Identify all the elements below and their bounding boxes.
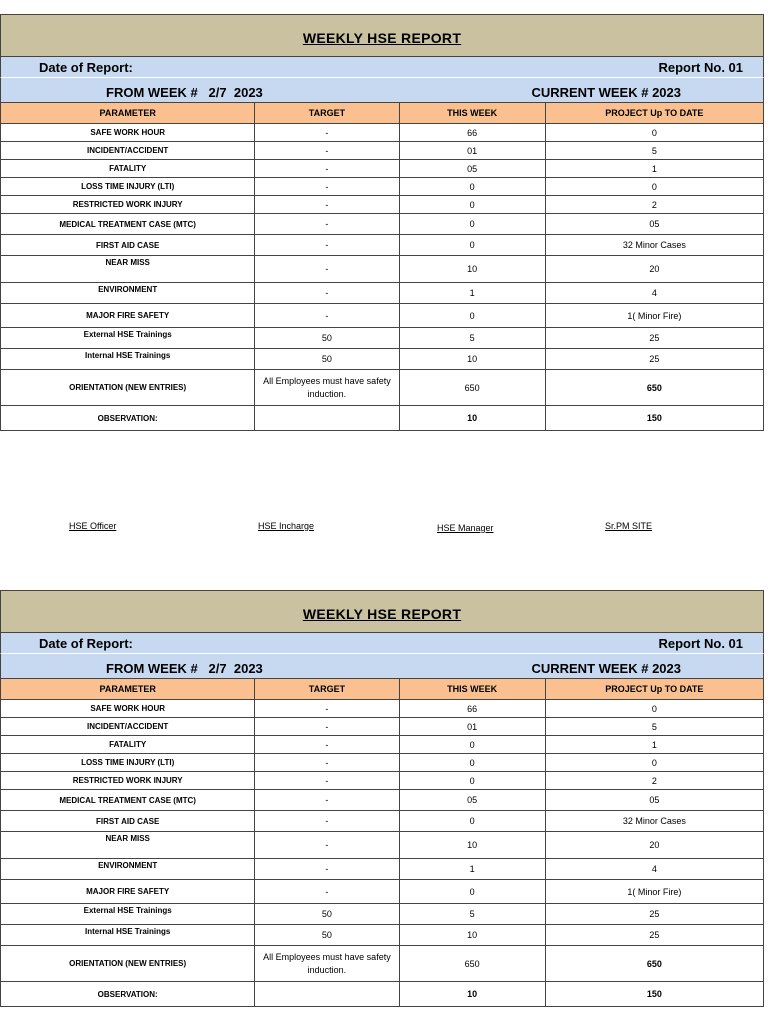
table-row [1, 736, 764, 754]
target-cell: - [255, 790, 399, 811]
table-header-row [1, 103, 764, 124]
table-row [1, 406, 764, 431]
target-cell: - [255, 178, 399, 196]
target-cell: - [255, 235, 399, 256]
hse-table [0, 678, 764, 1007]
parameter-cell: FATALITY [1, 160, 255, 178]
to-date-cell: 05 [545, 214, 763, 235]
to-date-cell: 0 [545, 754, 763, 772]
table-row [1, 142, 764, 160]
current-week: CURRENT WEEK # 2023 [531, 84, 681, 100]
this-week-cell: 05 [399, 160, 545, 178]
report-title: WEEKLY HSE REPORT [302, 30, 462, 46]
report-title-bar [0, 14, 764, 56]
parameter-cell: INCIDENT/ACCIDENT [1, 718, 255, 736]
table-row [1, 946, 764, 982]
header-project-to-date: PROJECT Up TO DATE [545, 679, 763, 700]
this-week-cell: 0 [399, 196, 545, 214]
header-this-week: THIS WEEK [399, 103, 545, 124]
table-row [1, 880, 764, 904]
table-row [1, 235, 764, 256]
target-cell: - [255, 736, 399, 754]
target-cell [255, 406, 399, 431]
header-parameter: PARAMETER [1, 679, 255, 700]
report-title: WEEKLY HSE REPORT [302, 606, 462, 622]
this-week-cell: 0 [399, 811, 545, 832]
to-date-cell: 2 [545, 772, 763, 790]
to-date-cell: 2 [545, 196, 763, 214]
target-cell: - [255, 160, 399, 178]
parameter-cell: RESTRICTED WORK INJURY [1, 196, 255, 214]
this-week-cell: 10 [399, 925, 545, 946]
signature-row [0, 521, 764, 535]
target-cell: - [255, 772, 399, 790]
this-week-cell: 0 [399, 772, 545, 790]
parameter-cell: RESTRICTED WORK INJURY [1, 772, 255, 790]
to-date-cell: 05 [545, 790, 763, 811]
header-project-to-date: PROJECT Up TO DATE [545, 103, 763, 124]
parameter-cell: MEDICAL TREATMENT CASE (MTC) [1, 214, 255, 235]
table-row [1, 124, 764, 142]
parameter-cell: MEDICAL TREATMENT CASE (MTC) [1, 790, 255, 811]
to-date-cell: 1( Minor Fire) [545, 304, 763, 328]
to-date-cell: 650 [545, 946, 763, 982]
target-cell: - [255, 754, 399, 772]
parameter-cell: FIRST AID CASE [1, 235, 255, 256]
table-row [1, 370, 764, 406]
to-date-cell: 4 [545, 859, 763, 880]
table-row [1, 754, 764, 772]
target-cell: All Employees must have safety induction. [255, 370, 399, 406]
target-cell: - [255, 718, 399, 736]
this-week-cell: 0 [399, 304, 545, 328]
signature-hse-incharge: HSE Incharge [258, 521, 315, 531]
parameter-cell: ENVIRONMENT [1, 859, 255, 880]
target-cell: - [255, 256, 399, 283]
target-cell: - [255, 124, 399, 142]
to-date-cell: 650 [545, 370, 763, 406]
target-cell: - [255, 880, 399, 904]
target-cell: 50 [255, 328, 399, 349]
to-date-cell: 25 [545, 904, 763, 925]
to-date-cell: 1( Minor Fire) [545, 880, 763, 904]
to-date-cell: 0 [545, 124, 763, 142]
target-cell: - [255, 142, 399, 160]
this-week-cell: 1 [399, 283, 545, 304]
date-band [0, 56, 764, 77]
to-date-cell: 150 [545, 406, 763, 431]
signature-sr-pm-site: Sr.PM SITE [605, 521, 653, 531]
target-cell: - [255, 196, 399, 214]
to-date-cell: 25 [545, 328, 763, 349]
date-label: Date of Report: [39, 635, 133, 651]
this-week-cell: 5 [399, 904, 545, 925]
this-week-cell: 10 [399, 832, 545, 859]
parameter-cell: ENVIRONMENT [1, 283, 255, 304]
parameter-cell: INCIDENT/ACCIDENT [1, 142, 255, 160]
header-parameter: PARAMETER [1, 103, 255, 124]
table-row [1, 304, 764, 328]
to-date-cell: 0 [545, 178, 763, 196]
table-row [1, 832, 764, 859]
parameter-cell: OBSERVATION: [1, 982, 255, 1007]
current-week: CURRENT WEEK # 2023 [531, 660, 681, 676]
parameter-cell: NEAR MISS [1, 256, 255, 283]
report-title-bar [0, 590, 764, 632]
parameter-cell: MAJOR FIRE SAFETY [1, 880, 255, 904]
this-week-cell: 5 [399, 328, 545, 349]
parameter-cell: MAJOR FIRE SAFETY [1, 304, 255, 328]
target-cell: - [255, 832, 399, 859]
report-block [0, 590, 764, 1007]
report-block [0, 14, 764, 431]
target-cell: All Employees must have safety induction. [255, 946, 399, 982]
target-cell: - [255, 283, 399, 304]
header-this-week: THIS WEEK [399, 679, 545, 700]
to-date-cell: 4 [545, 283, 763, 304]
this-week-cell: 650 [399, 370, 545, 406]
this-week-cell: 0 [399, 235, 545, 256]
to-date-cell: 1 [545, 736, 763, 754]
to-date-cell: 150 [545, 982, 763, 1007]
table-row [1, 925, 764, 946]
this-week-cell: 0 [399, 214, 545, 235]
parameter-cell: OBSERVATION: [1, 406, 255, 431]
table-row [1, 904, 764, 925]
table-row [1, 982, 764, 1007]
signature-hse-manager: HSE Manager [437, 523, 494, 533]
target-cell: - [255, 700, 399, 718]
table-row [1, 328, 764, 349]
parameter-cell: NEAR MISS [1, 832, 255, 859]
from-week: FROM WEEK # 2/7 2023 [106, 84, 263, 100]
table-row [1, 214, 764, 235]
target-cell: - [255, 811, 399, 832]
table-header-row [1, 679, 764, 700]
table-body [1, 124, 764, 431]
parameter-cell: Internal HSE Trainings [1, 349, 255, 370]
table-row [1, 256, 764, 283]
parameter-cell: LOSS TIME INJURY (LTI) [1, 178, 255, 196]
week-band [0, 77, 764, 102]
parameter-cell: External HSE Trainings [1, 904, 255, 925]
target-cell: 50 [255, 349, 399, 370]
this-week-cell: 05 [399, 790, 545, 811]
this-week-cell: 1 [399, 859, 545, 880]
target-cell: - [255, 304, 399, 328]
table-row [1, 718, 764, 736]
to-date-cell: 20 [545, 256, 763, 283]
parameter-cell: LOSS TIME INJURY (LTI) [1, 754, 255, 772]
this-week-cell: 10 [399, 349, 545, 370]
header-target: TARGET [255, 103, 399, 124]
table-row [1, 196, 764, 214]
this-week-cell: 650 [399, 946, 545, 982]
to-date-cell: 5 [545, 142, 763, 160]
target-cell [255, 982, 399, 1007]
to-date-cell: 1 [545, 160, 763, 178]
this-week-cell: 01 [399, 718, 545, 736]
this-week-cell: 0 [399, 178, 545, 196]
table-row [1, 811, 764, 832]
this-week-cell: 10 [399, 406, 545, 431]
parameter-cell: Internal HSE Trainings [1, 925, 255, 946]
this-week-cell: 10 [399, 256, 545, 283]
to-date-cell: 25 [545, 925, 763, 946]
table-row [1, 283, 764, 304]
parameter-cell: SAFE WORK HOUR [1, 124, 255, 142]
this-week-cell: 10 [399, 982, 545, 1007]
this-week-cell: 0 [399, 754, 545, 772]
this-week-cell: 0 [399, 736, 545, 754]
to-date-cell: 0 [545, 700, 763, 718]
parameter-cell: ORIENTATION (NEW ENTRIES) [1, 370, 255, 406]
table-row [1, 700, 764, 718]
to-date-cell: 32 Minor Cases [545, 235, 763, 256]
table-body [1, 700, 764, 1007]
table-row [1, 349, 764, 370]
this-week-cell: 66 [399, 124, 545, 142]
table-row [1, 772, 764, 790]
date-label: Date of Report: [39, 59, 133, 75]
target-cell: 50 [255, 925, 399, 946]
target-cell: - [255, 859, 399, 880]
to-date-cell: 5 [545, 718, 763, 736]
target-cell: 50 [255, 904, 399, 925]
this-week-cell: 01 [399, 142, 545, 160]
to-date-cell: 25 [545, 349, 763, 370]
this-week-cell: 66 [399, 700, 545, 718]
from-week: FROM WEEK # 2/7 2023 [106, 660, 263, 676]
header-target: TARGET [255, 679, 399, 700]
hse-table [0, 102, 764, 431]
table-row [1, 859, 764, 880]
week-band [0, 653, 764, 678]
parameter-cell: ORIENTATION (NEW ENTRIES) [1, 946, 255, 982]
report-number: Report No. 01 [658, 59, 743, 75]
this-week-cell: 0 [399, 880, 545, 904]
target-cell: - [255, 214, 399, 235]
parameter-cell: FATALITY [1, 736, 255, 754]
date-band [0, 632, 764, 653]
report-number: Report No. 01 [658, 635, 743, 651]
table-row [1, 160, 764, 178]
table-row [1, 178, 764, 196]
to-date-cell: 20 [545, 832, 763, 859]
to-date-cell: 32 Minor Cases [545, 811, 763, 832]
signature-hse-officer: HSE Officer [69, 521, 117, 531]
parameter-cell: FIRST AID CASE [1, 811, 255, 832]
parameter-cell: SAFE WORK HOUR [1, 700, 255, 718]
table-row [1, 790, 764, 811]
parameter-cell: External HSE Trainings [1, 328, 255, 349]
